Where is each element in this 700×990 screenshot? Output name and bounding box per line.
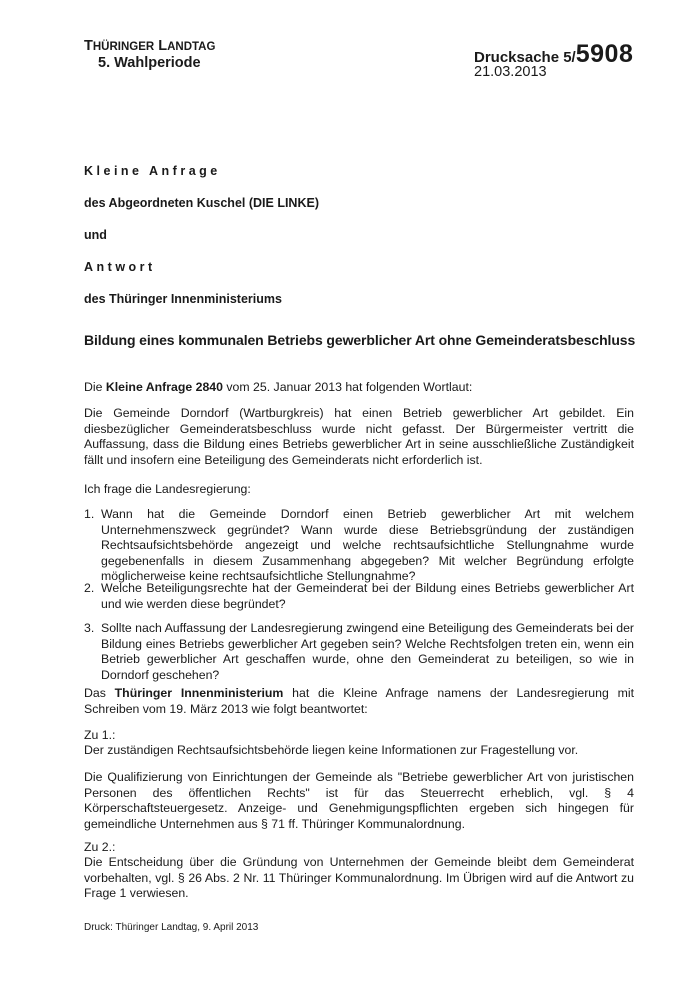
landtag-second-letter: L <box>158 38 168 54</box>
zu2-text: Die Entscheidung über die Gründung von Unternehmen der Gemeinde bleibt dem Gemeinderat vorbehalten, vgl. § 26 Abs. 2 Nr. 11 Thüringer Kommunalordnung. Im Übrigen wird auf die Antwort zu Frage 1 verwiesen. <box>84 855 634 901</box>
answer-intro-bold: Thüringer Innenministerium <box>114 686 284 700</box>
zu1-text: Der zuständigen Rechtsaufsichtsbehörde liegen keine Informationen zur Fragestellung vor. <box>84 743 579 757</box>
question-item <box>84 581 634 612</box>
ask-line: Ich frage die Landesregierung: <box>84 482 251 496</box>
intro-bold: Kleine Anfrage 2840 <box>105 380 223 394</box>
answer-intro-suffix: hat die Kleine Anfrage namens der Landesregierung mit Schreiben vom 19. März 2013 wie folgt beantwortet: <box>84 686 634 716</box>
zu1-label: Zu 1.: <box>84 728 116 742</box>
question-number: 1. <box>84 507 95 521</box>
ministerium-line: des Thüringer Innenministeriums <box>84 292 282 306</box>
answer-intro <box>84 686 634 717</box>
question-number: 2. <box>84 581 95 595</box>
subject-heading: Bildung eines kommunalen Betriebs gewerblicher Art ohne Gemeinderatsbeschluss <box>84 332 636 348</box>
answer-intro-prefix: Das <box>84 686 115 700</box>
print-footer: Druck: Thüringer Landtag, 9. April 2013 <box>84 922 259 933</box>
und-line: und <box>84 228 107 242</box>
question-number: 3. <box>84 621 95 635</box>
question-text-item: Sollte nach Auffassung der Landesregierung zwingend eine Beteiligung des Gemeinderats bei der Bildung eines Betriebs gewerblicher Art gegeben sein? Welche Rechtsfolgen treten ein, wenn ein Betrieb gewerblicher Art geschaffen wurde, ohne den Gemeinderat zu beteiligen, so wie in Dorndorf geschehen? <box>101 621 634 682</box>
drucksache-label: Drucksache 5/ <box>474 49 576 66</box>
antwort-heading: Antwort <box>84 260 156 274</box>
zu1-paragraph-2: Die Qualifizierung von Einrichtungen der Gemeinde als "Betriebe gewerblicher Art von juristischen Personen des öffentlichen Rechts" ist für das Steuerrecht erheblich, vgl. § 4 Körperschaftsteuergesetz. Anzeige- und Genehmigungspflichten ergeben sich hingegen für gemeindliche Unternehmen aus § 71 ff. Thüringer Kommunalordnung. <box>84 770 634 831</box>
landtag-second-rest: ANDTAG <box>167 41 216 53</box>
intro-prefix: Die <box>84 380 106 394</box>
intro-suffix: vom 25. Januar 2013 hat folgenden Wortlaut: <box>222 380 473 394</box>
question-item <box>84 507 634 585</box>
landtag-first-rest: HÜRINGER <box>92 41 155 53</box>
zu2-label: Zu 2.: <box>84 840 116 854</box>
landtag-first-letter: T <box>84 38 93 54</box>
question-item <box>84 621 634 683</box>
intro-line <box>84 380 634 396</box>
drucksache-date: 21.03.2013 <box>474 64 547 80</box>
question-text: Die Gemeinde Dorndorf (Wartburgkreis) hat einen Betrieb gewerblicher Art gebildet. Ein diesbezüglicher Gemeinderatsbeschluss wurde nicht gefasst. Der Bürgermeister vertritt die Auffassung, dass die Bildung eines Betriebs gewerblicher Art in seine ausschließliche Zuständigkeit fällt und insofern eine Beteiligung des Gemeinderats nicht erforderlich ist. <box>84 406 634 467</box>
landtag-name <box>84 38 215 56</box>
abgeordneter-line: des Abgeordneten Kuschel (DIE LINKE) <box>84 196 319 210</box>
kleine-anfrage-heading: Kleine Anfrage <box>84 164 221 178</box>
question-list <box>84 507 634 682</box>
question-text-item: Welche Beteiligungsrechte hat der Gemeinderat bei der Bildung eines Betriebs gewerblicher Art und wie werden diese begründet? <box>101 581 634 611</box>
wahlperiode: 5. Wahlperiode <box>98 55 201 71</box>
question-text-item: Wann hat die Gemeinde Dorndorf einen Betrieb gewerblicher Art mit welchem Unternehmenszweck gegründet? Wann wurde diese Betriebsgründung der zuständigen Rechtsaufsichtsbehörde angezeigt und welche rechtsaufsichtliche Stellungnahme wurde gegebenenfalls in diesem Zusammenhang abgegeben? Mit welcher Begründung erfolgte möglicherweise keine rechtsaufsichtliche Stellungnahme? <box>101 507 634 584</box>
drucksache-number: 5908 <box>575 40 634 68</box>
